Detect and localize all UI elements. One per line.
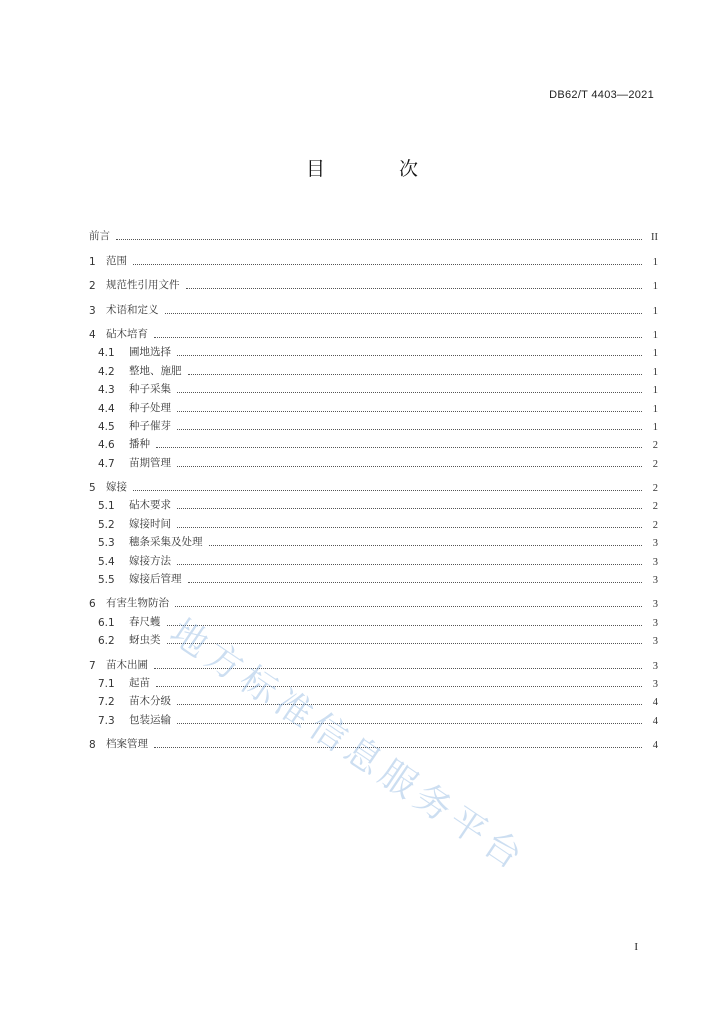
toc-entry-label: 包装运输	[129, 713, 171, 726]
toc-leader-dots	[177, 392, 642, 393]
toc-entry[interactable]	[89, 672, 658, 690]
page-title: 目 次	[305, 158, 453, 180]
toc-entry-label: 种子催芽	[129, 419, 171, 432]
toc-entry-page: 4	[652, 715, 658, 727]
toc-leader-dots	[133, 264, 642, 265]
toc-leader-dots	[177, 466, 642, 467]
toc-entry-number: 4	[89, 328, 96, 341]
toc-entry-page: 1	[652, 256, 658, 268]
toc-entry[interactable]	[89, 690, 658, 708]
toc-entry-number: 4.4	[98, 402, 115, 415]
toc-entry-page: 1	[652, 305, 658, 317]
toc-entry-page: 3	[652, 538, 658, 550]
toc-leader-dots	[177, 508, 642, 509]
toc-entry-label: 起苗	[129, 676, 150, 689]
toc-entry[interactable]	[89, 268, 658, 292]
toc-entry-label: 规范性引用文件	[106, 279, 180, 292]
toc-entry-number: 4.6	[98, 439, 115, 452]
toc-entry-number: 7	[89, 659, 96, 672]
toc-entry-page: 3	[652, 636, 658, 648]
toc-entry-number: 5.4	[98, 555, 115, 568]
toc-entry[interactable]	[89, 415, 658, 433]
toc-entry-number: 5.5	[98, 574, 115, 587]
toc-entry-page: 4	[652, 740, 658, 752]
toc-entry-label: 嫁接后管理	[129, 573, 182, 586]
toc-entry[interactable]	[89, 292, 658, 316]
toc-entry-label: 蚜虫类	[129, 634, 161, 647]
toc-entry-label: 春尺蠖	[129, 615, 161, 628]
toc-entry-number: 4.3	[98, 384, 115, 397]
toc-entry-number: 2	[89, 280, 96, 293]
toc-leader-dots	[188, 582, 643, 583]
toc-leader-dots	[209, 545, 643, 546]
toc-entry-page: 2	[652, 519, 658, 531]
toc-entry[interactable]	[89, 549, 658, 567]
toc-entry-number: 7.2	[98, 696, 115, 709]
toc-entry-number: 6.1	[98, 616, 115, 629]
toc-entry-number: 8	[89, 739, 96, 752]
toc-entry[interactable]	[89, 586, 658, 610]
page-number: I	[634, 941, 638, 953]
toc-entry-page: 3	[652, 575, 658, 587]
toc-entry[interactable]	[89, 708, 658, 726]
toc-leader-dots	[186, 288, 643, 289]
toc-leader-dots	[133, 490, 642, 491]
toc-entry[interactable]	[89, 359, 658, 377]
toc-entry[interactable]	[89, 451, 658, 469]
toc-leader-dots	[177, 411, 642, 412]
toc-entry-number: 5.2	[98, 518, 115, 531]
toc-entry-label: 术语和定义	[106, 303, 159, 316]
toc-entry-number: 5	[89, 482, 96, 495]
toc-entry-page: 3	[652, 660, 658, 672]
toc-entry-label: 种子处理	[129, 401, 171, 414]
toc-entry-number: 1	[89, 255, 96, 268]
toc-entry[interactable]	[89, 494, 658, 512]
toc-entry-number: 4.1	[98, 347, 115, 360]
toc-entry[interactable]	[89, 378, 658, 396]
toc-entry-page: 2	[652, 501, 658, 513]
toc-entry[interactable]	[89, 433, 658, 451]
toc-leader-dots	[116, 239, 642, 240]
toc-entry[interactable]	[89, 568, 658, 586]
table-of-contents	[89, 219, 658, 751]
toc-entry-page: 1	[652, 329, 658, 341]
toc-leader-dots	[188, 374, 643, 375]
toc-entry-label: 整地、施肥	[129, 364, 182, 377]
toc-entry-number: 4.7	[98, 457, 115, 470]
toc-entry[interactable]	[89, 219, 658, 243]
toc-entry-label: 嫁接时间	[129, 517, 171, 530]
toc-leader-dots	[175, 606, 642, 607]
toc-entry-number: 6.2	[98, 635, 115, 648]
toc-entry-number: 3	[89, 304, 96, 317]
toc-entry-number: 5.1	[98, 500, 115, 513]
toc-entry-label: 有害生物防治	[106, 597, 169, 610]
toc-entry-page: 1	[652, 281, 658, 293]
toc-entry-page: 3	[652, 556, 658, 568]
toc-leader-dots	[177, 564, 642, 565]
toc-entry[interactable]	[89, 470, 658, 494]
toc-entry-label: 范围	[106, 254, 127, 267]
toc-entry-label: 苗木分级	[129, 695, 171, 708]
toc-entry-label: 苗期管理	[129, 456, 171, 469]
toc-entry-page: 1	[652, 366, 658, 378]
toc-entry[interactable]	[89, 317, 658, 341]
watermark: 地方标准信息服务平台	[162, 611, 534, 881]
toc-entry-page: 2	[652, 483, 658, 495]
toc-leader-dots	[154, 337, 642, 338]
toc-entry-label: 档案管理	[106, 738, 148, 751]
toc-entry[interactable]	[89, 396, 658, 414]
toc-entry-page: 3	[652, 617, 658, 629]
toc-entry-number: 6	[89, 598, 96, 611]
toc-leader-dots	[156, 447, 642, 448]
toc-entry-page: 3	[652, 599, 658, 611]
toc-entry[interactable]	[89, 341, 658, 359]
toc-entry-label: 砧木培育	[106, 327, 148, 340]
toc-entry-number: 4.5	[98, 420, 115, 433]
toc-entry-page: 1	[652, 348, 658, 360]
document-code: DB62/T 4403—2021	[549, 89, 654, 101]
toc-entry[interactable]	[89, 531, 658, 549]
toc-entry-page: 1	[652, 421, 658, 433]
toc-entry-page: II	[651, 232, 658, 244]
toc-entry-page: 1	[652, 385, 658, 397]
toc-entry-label: 前言	[89, 230, 110, 243]
toc-entry-label: 圃地选择	[129, 346, 171, 359]
toc-leader-dots	[177, 355, 642, 356]
toc-entry-label: 砧木要求	[129, 499, 171, 512]
toc-entry-page: 1	[652, 403, 658, 415]
toc-leader-dots	[177, 527, 642, 528]
toc-entry-label: 穗条采集及处理	[129, 536, 203, 549]
toc-entry-label: 嫁接	[106, 481, 127, 494]
toc-entry[interactable]	[89, 512, 658, 530]
toc-leader-dots	[167, 625, 643, 626]
toc-entry-label: 苗木出圃	[106, 658, 148, 671]
toc-entry-number: 4.2	[98, 365, 115, 378]
toc-entry-label: 种子采集	[129, 383, 171, 396]
toc-leader-dots	[165, 313, 643, 314]
toc-entry-number: 5.3	[98, 537, 115, 550]
toc-entry-label: 播种	[129, 438, 150, 451]
toc-entry-page: 3	[652, 678, 658, 690]
toc-entry-number: 7.1	[98, 677, 115, 690]
toc-entry-page: 2	[652, 440, 658, 452]
toc-leader-dots	[177, 723, 642, 724]
toc-entry-page: 2	[652, 458, 658, 470]
toc-entry-page: 4	[652, 697, 658, 709]
toc-leader-dots	[177, 429, 642, 430]
toc-entry-number: 7.3	[98, 714, 115, 727]
toc-entry-label: 嫁接方法	[129, 554, 171, 567]
toc-entry[interactable]	[89, 243, 658, 267]
